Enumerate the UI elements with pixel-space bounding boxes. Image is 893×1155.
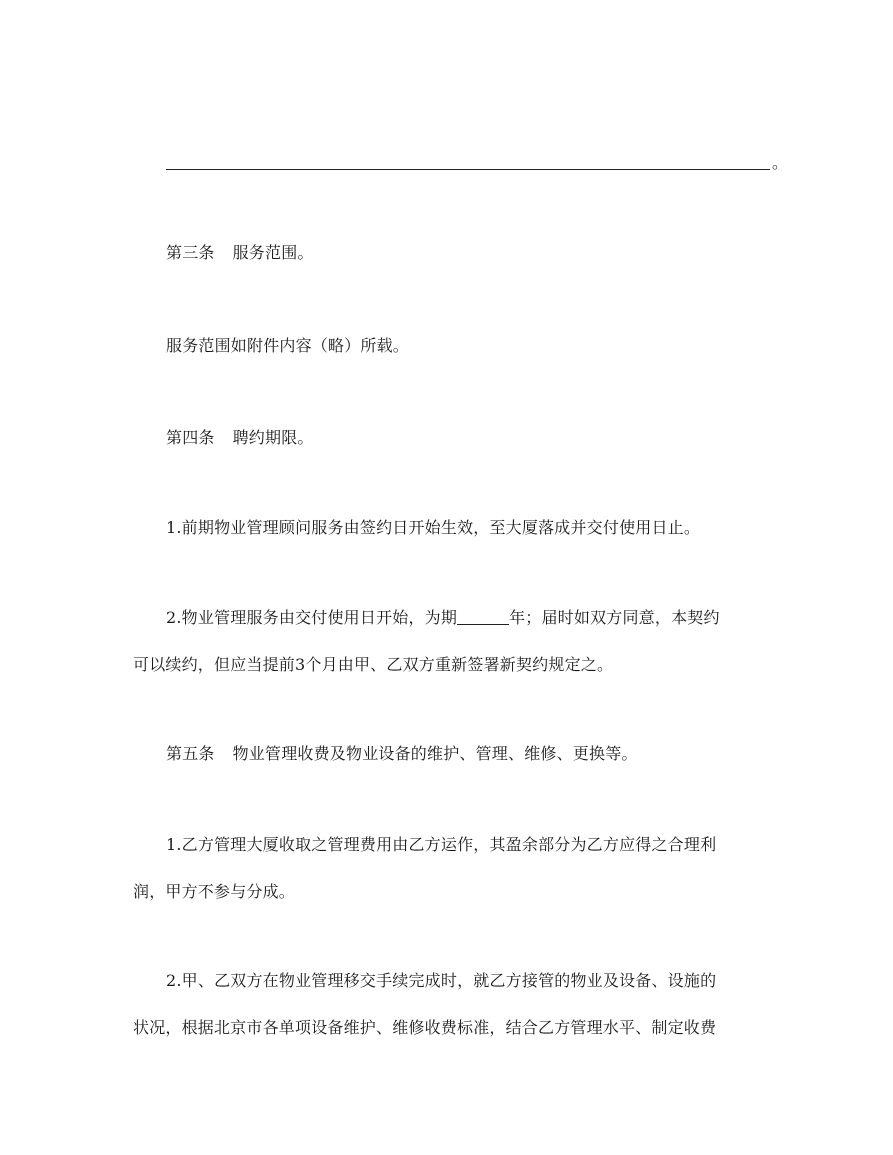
article-5-title: 物业管理收费及物业设备的维护、管理、维修、更换等。 <box>232 744 638 763</box>
article-3-number: 第三条 <box>166 243 215 262</box>
article-5-heading <box>166 742 638 766</box>
article-5-number: 第五条 <box>166 744 215 763</box>
article-5-item-1-line-1: 1.乙方管理大厦收取之管理费用由乙方运作，其盈余部分为乙方应得之合理利 <box>166 835 717 854</box>
fill-in-blank-line <box>166 169 770 170</box>
article-4-heading <box>166 426 314 450</box>
article-5-item-1-line-2: 润，甲方不参与分成。 <box>133 882 296 901</box>
article-5-item-2-line-1: 2.甲、乙双方在物业管理移交手续完成时，就乙方接管的物业及设备、设施的 <box>166 971 717 990</box>
article-3-body: 服务范围如附件内容（略）所载。 <box>166 336 410 355</box>
article-4-item-2-line-2: 可以续约，但应当提前3个月由甲、乙双方重新签署新契约规定之。 <box>133 655 614 674</box>
article-4-title: 聘约期限。 <box>232 428 314 447</box>
article-3-title: 服务范围。 <box>232 243 314 262</box>
term-years-blank <box>457 608 509 625</box>
article-4-item-2-line-1 <box>166 606 720 630</box>
article-3-heading <box>166 241 314 265</box>
blank-end-period: 。 <box>772 153 789 172</box>
article-4-number: 第四条 <box>166 428 215 447</box>
article-5-item-2-line-2: 状况，根据北京市各单项设备维护、维修收费标准，结合乙方管理水平、制定收费 <box>133 1018 717 1037</box>
article-4-item-1: 1.前期物业管理顾问服务由签约日开始生效，至大厦落成并交付使用日止。 <box>166 518 701 537</box>
article-4-item-2-part-2: 年；届时如双方同意，本契约 <box>509 608 720 627</box>
article-4-item-2-part-1: 2.物业管理服务由交付使用日开始，为期 <box>166 608 458 627</box>
